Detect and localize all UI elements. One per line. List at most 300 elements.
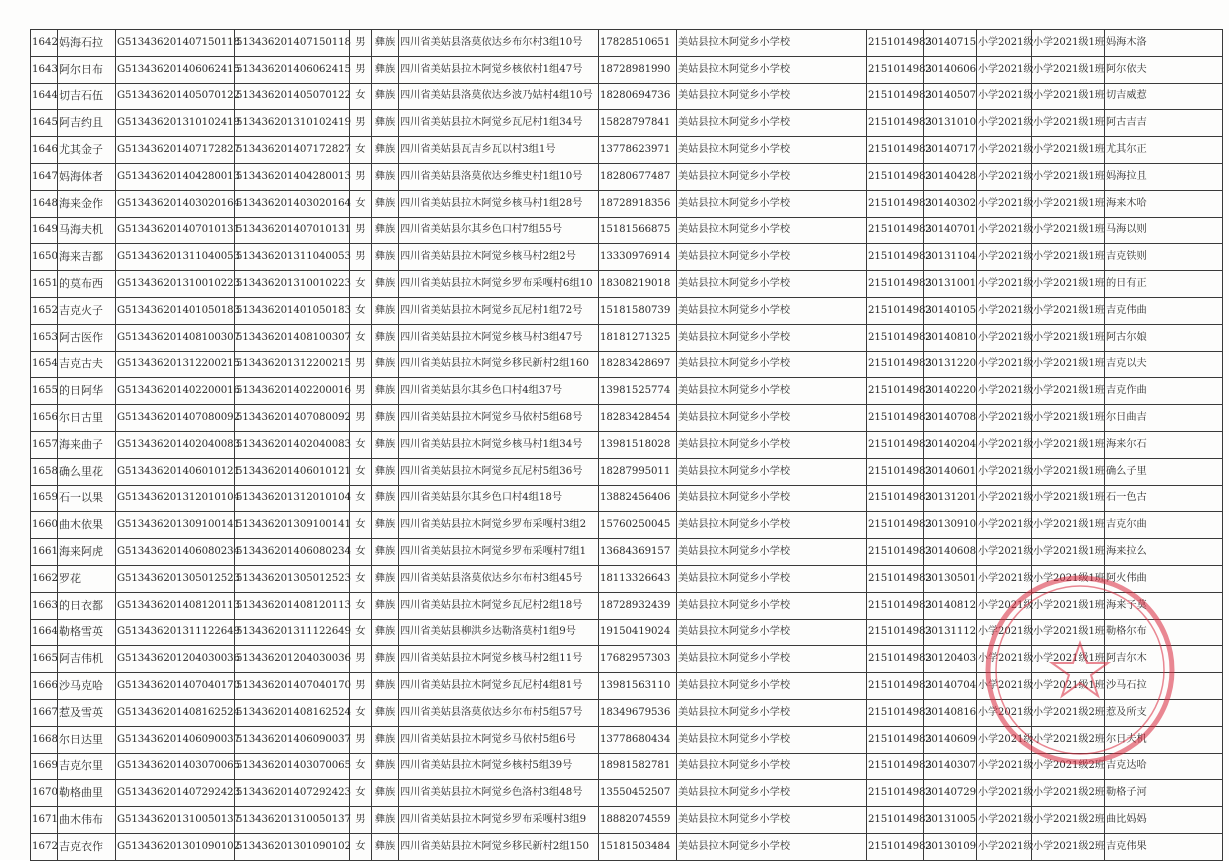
student-ethnicity-cell: 彝族 [372,351,399,378]
home-address-cell: 四川省美姑县拉木阿觉乡瓦尼村1组34号 [399,110,599,137]
student-name-cell: 尤其金子 [58,137,116,164]
table-row [31,163,1223,190]
class-name-cell: 小学2021级2班 [1032,753,1105,780]
student-sex-cell: 女 [350,699,372,726]
birth-date-cell: 20140810 [924,324,977,351]
row-number-cell: 1672 [31,833,58,860]
student-id-number-cell: 513436201403070065 [235,753,350,780]
birth-date-cell: 20140105 [924,297,977,324]
student-name-cell: 吉克尔里 [58,753,116,780]
school-code-cell: 2151014983 [867,726,924,753]
class-name-cell: 小学2021级1班 [1032,56,1105,83]
student-name-cell: 勒格曲里 [58,780,116,807]
row-number-cell: 1670 [31,780,58,807]
student-id-number-cell: 513436201403020164 [235,190,350,217]
guardian-name-cell: 勒格尔布 [1105,619,1223,646]
home-address-cell: 四川省美姑县洛莫依达乡尔布村5组57号 [399,699,599,726]
birth-date-cell: 20140204 [924,431,977,458]
student-registry-id-cell: G513436201402200016 [116,378,235,405]
table-row [31,699,1223,726]
table-row [31,539,1223,566]
home-address-cell: 四川省美姑县洛莫依达乡布尔村3组10号 [399,30,599,57]
guardian-name-cell: 海来拉么 [1105,539,1223,566]
school-name-cell: 美姑县拉木阿觉乡小学校 [677,137,867,164]
grade-level-cell: 小学2021级 [977,297,1032,324]
class-name-cell: 小学2021级2班 [1032,699,1105,726]
grade-level-cell: 小学2021级 [977,619,1032,646]
table-row [31,753,1223,780]
student-name-cell: 阿古医作 [58,324,116,351]
student-sex-cell: 女 [350,297,372,324]
student-sex-cell: 女 [350,137,372,164]
student-ethnicity-cell: 彝族 [372,565,399,592]
student-name-cell: 妈海体者 [58,163,116,190]
guardian-name-cell: 吉克达哈 [1105,753,1223,780]
student-registry-id-cell: G513436201407292423 [116,780,235,807]
student-name-cell: 海来曲子 [58,431,116,458]
student-registry-id-cell: G513436201311040053 [116,244,235,271]
row-number-cell: 1648 [31,190,58,217]
school-name-cell: 美姑县拉木阿觉乡小学校 [677,83,867,110]
birth-date-cell: 20140715 [924,30,977,57]
phone-number-cell: 19150419024 [599,619,677,646]
student-registry-id-cell: G513436201406080234 [116,539,235,566]
class-name-cell: 小学2021级1班 [1032,271,1105,298]
home-address-cell: 四川省美姑县洛莫依达乡维史村1组10号 [399,163,599,190]
row-number-cell: 1659 [31,485,58,512]
table-row [31,217,1223,244]
student-id-number-cell: 513436201407040170 [235,673,350,700]
home-address-cell: 四川省美姑县拉木阿觉乡移民新村2组160 [399,351,599,378]
school-name-cell: 美姑县拉木阿觉乡小学校 [677,351,867,378]
home-address-cell: 四川省美姑县拉木阿觉乡马依村5组68号 [399,405,599,432]
guardian-name-cell: 尤其尔正 [1105,137,1223,164]
student-sex-cell: 女 [350,592,372,619]
grade-level-cell: 小学2021级 [977,780,1032,807]
student-id-number-cell: 513436201402040083 [235,431,350,458]
school-code-cell: 2151014983 [867,699,924,726]
student-name-cell: 惹及雪英 [58,699,116,726]
class-name-cell: 小学2021级1班 [1032,405,1105,432]
student-sex-cell: 男 [350,56,372,83]
grade-level-cell: 小学2021级 [977,458,1032,485]
phone-number-cell: 18308219018 [599,271,677,298]
grade-level-cell: 小学2021级 [977,807,1032,834]
birth-date-cell: 20130501 [924,565,977,592]
school-code-cell: 2151014983 [867,217,924,244]
student-id-number-cell: 513436201406080234 [235,539,350,566]
table-row [31,780,1223,807]
student-registry-id-cell: G513436201407172827 [116,137,235,164]
student-name-cell: 的莫布西 [58,271,116,298]
school-code-cell: 2151014983 [867,646,924,673]
student-sex-cell: 男 [350,244,372,271]
student-name-cell: 海来阿虎 [58,539,116,566]
student-id-number-cell: 513436201401050183 [235,297,350,324]
school-name-cell: 美姑县拉木阿觉乡小学校 [677,297,867,324]
student-name-cell: 阿吉伟机 [58,646,116,673]
student-registry-id-cell: G513436201406010121 [116,458,235,485]
birth-date-cell: 20130109 [924,833,977,860]
birth-date-cell: 20131010 [924,110,977,137]
phone-number-cell: 13550452507 [599,780,677,807]
grade-level-cell: 小学2021级 [977,646,1032,673]
birth-date-cell: 20140608 [924,539,977,566]
school-name-cell: 美姑县拉木阿觉乡小学校 [677,565,867,592]
row-number-cell: 1652 [31,297,58,324]
roster-body [31,30,1223,861]
grade-level-cell: 小学2021级 [977,726,1032,753]
school-name-cell: 美姑县拉木阿觉乡小学校 [677,217,867,244]
birth-date-cell: 20140302 [924,190,977,217]
phone-number-cell: 18280694736 [599,83,677,110]
phone-number-cell: 13981563110 [599,673,677,700]
birth-date-cell: 20131005 [924,807,977,834]
row-number-cell: 1664 [31,619,58,646]
school-code-cell: 2151014983 [867,405,924,432]
grade-level-cell: 小学2021级 [977,699,1032,726]
student-name-cell: 阿吉约且 [58,110,116,137]
guardian-name-cell: 吉克伟曲 [1105,297,1223,324]
student-ethnicity-cell: 彝族 [372,539,399,566]
birth-date-cell: 20131112 [924,619,977,646]
table-row [31,458,1223,485]
student-ethnicity-cell: 彝族 [372,807,399,834]
student-sex-cell: 男 [350,110,372,137]
guardian-name-cell: 惹及所支 [1105,699,1223,726]
class-name-cell: 小学2021级1班 [1032,297,1105,324]
school-name-cell: 美姑县拉木阿觉乡小学校 [677,244,867,271]
student-registry-id-cell: G513436201402040083 [116,431,235,458]
student-registry-id-cell: G513436201406062415 [116,56,235,83]
school-name-cell: 美姑县拉木阿觉乡小学校 [677,592,867,619]
student-ethnicity-cell: 彝族 [372,673,399,700]
student-id-number-cell: 513436201406010121 [235,458,350,485]
row-number-cell: 1655 [31,378,58,405]
grade-level-cell: 小学2021级 [977,244,1032,271]
table-row [31,110,1223,137]
school-code-cell: 2151014983 [867,163,924,190]
student-registry-id-cell: G513436201310050137 [116,807,235,834]
school-name-cell: 美姑县拉木阿觉乡小学校 [677,431,867,458]
row-number-cell: 1642 [31,30,58,57]
student-id-number-cell: 513436201310050137 [235,807,350,834]
school-code-cell: 2151014983 [867,485,924,512]
grade-level-cell: 小学2021级 [977,83,1032,110]
student-sex-cell: 男 [350,726,372,753]
student-registry-id-cell: G513436201309100141 [116,512,235,539]
student-ethnicity-cell: 彝族 [372,271,399,298]
school-code-cell: 2151014983 [867,324,924,351]
school-code-cell: 2151014983 [867,56,924,83]
birth-date-cell: 20140704 [924,673,977,700]
student-ethnicity-cell: 彝族 [372,699,399,726]
guardian-name-cell: 阿尔依夫 [1105,56,1223,83]
school-name-cell: 美姑县拉木阿觉乡小学校 [677,646,867,673]
school-code-cell: 2151014983 [867,378,924,405]
student-name-cell: 阿尔日布 [58,56,116,83]
student-sex-cell: 女 [350,565,372,592]
student-registry-id-cell: G513436201311122649 [116,619,235,646]
student-ethnicity-cell: 彝族 [372,83,399,110]
student-sex-cell: 男 [350,163,372,190]
home-address-cell: 四川省美姑县拉木阿觉乡核马村2组2号 [399,244,599,271]
school-code-cell: 2151014983 [867,673,924,700]
grade-level-cell: 小学2021级 [977,512,1032,539]
table-row [31,807,1223,834]
school-name-cell: 美姑县拉木阿觉乡小学校 [677,699,867,726]
row-number-cell: 1646 [31,137,58,164]
phone-number-cell: 15181580739 [599,297,677,324]
birth-date-cell: 20140816 [924,699,977,726]
student-id-number-cell: 513436201402200016 [235,378,350,405]
student-registry-id-cell: G513436201403070065 [116,753,235,780]
student-ethnicity-cell: 彝族 [372,297,399,324]
school-name-cell: 美姑县拉木阿觉乡小学校 [677,485,867,512]
class-name-cell: 小学2021级1班 [1032,485,1105,512]
home-address-cell: 四川省美姑县瓦吉乡瓦以村3组1号 [399,137,599,164]
student-sex-cell: 女 [350,458,372,485]
grade-level-cell: 小学2021级 [977,753,1032,780]
student-ethnicity-cell: 彝族 [372,137,399,164]
guardian-name-cell: 海来尔石 [1105,431,1223,458]
home-address-cell: 四川省美姑县拉木阿觉乡罗布采嘎村3组2 [399,512,599,539]
row-number-cell: 1645 [31,110,58,137]
guardian-name-cell: 勒格子河 [1105,780,1223,807]
student-registry-id-cell: G513436201404280013 [116,163,235,190]
home-address-cell: 四川省美姑县拉木阿觉乡罗布采嘎村3组9 [399,807,599,834]
guardian-name-cell: 马海以则 [1105,217,1223,244]
phone-number-cell: 18728981990 [599,56,677,83]
school-name-cell: 美姑县拉木阿觉乡小学校 [677,458,867,485]
phone-number-cell: 13981518028 [599,431,677,458]
school-name-cell: 美姑县拉木阿觉乡小学校 [677,833,867,860]
student-name-cell: 曲木伟布 [58,807,116,834]
student-name-cell: 罗花 [58,565,116,592]
row-number-cell: 1650 [31,244,58,271]
student-sex-cell: 男 [350,807,372,834]
phone-number-cell: 17828510651 [599,30,677,57]
student-registry-id-cell: G513436201407040170 [116,673,235,700]
class-name-cell: 小学2021级1班 [1032,673,1105,700]
class-name-cell: 小学2021级1班 [1032,565,1105,592]
home-address-cell: 四川省美姑县拉木阿觉乡核马村1组34号 [399,431,599,458]
birth-date-cell: 20131220 [924,351,977,378]
guardian-name-cell: 切吉威惹 [1105,83,1223,110]
grade-level-cell: 小学2021级 [977,56,1032,83]
school-name-cell: 美姑县拉木阿觉乡小学校 [677,110,867,137]
student-id-number-cell: 513436201407150118 [235,30,350,57]
home-address-cell: 四川省美姑县拉木阿觉乡罗布采嘎村7组1 [399,539,599,566]
student-sex-cell: 女 [350,190,372,217]
class-name-cell: 小学2021级1班 [1032,619,1105,646]
student-sex-cell: 女 [350,539,372,566]
guardian-name-cell: 的日有正 [1105,271,1223,298]
grade-level-cell: 小学2021级 [977,271,1032,298]
student-registry-id-cell: G513436201407010131 [116,217,235,244]
table-row [31,673,1223,700]
home-address-cell: 四川省美姑县尔其乡色口村4组18号 [399,485,599,512]
school-name-cell: 美姑县拉木阿觉乡小学校 [677,405,867,432]
student-registry-id-cell: G513436201407150118 [116,30,235,57]
home-address-cell: 四川省美姑县拉木阿觉乡瓦尼村4组81号 [399,673,599,700]
guardian-name-cell: 阿古尔娘 [1105,324,1223,351]
student-sex-cell: 女 [350,833,372,860]
school-code-cell: 2151014983 [867,83,924,110]
home-address-cell: 四川省美姑县拉木阿觉乡罗布采嘎村6组10 [399,271,599,298]
student-sex-cell: 女 [350,512,372,539]
class-name-cell: 小学2021级1班 [1032,217,1105,244]
school-code-cell: 2151014983 [867,592,924,619]
student-ethnicity-cell: 彝族 [372,56,399,83]
phone-number-cell: 15828797841 [599,110,677,137]
class-name-cell: 小学2021级2班 [1032,780,1105,807]
home-address-cell: 四川省美姑县拉木阿觉乡核村5组39号 [399,753,599,780]
guardian-name-cell: 尔日曲吉 [1105,405,1223,432]
guardian-name-cell: 海来子莫 [1105,592,1223,619]
home-address-cell: 四川省美姑县洛莫依达乡尔布村3组45号 [399,565,599,592]
grade-level-cell: 小学2021级 [977,351,1032,378]
student-id-number-cell: 513436201204030036 [235,646,350,673]
birth-date-cell: 20140708 [924,405,977,432]
grade-level-cell: 小学2021级 [977,592,1032,619]
student-sex-cell: 女 [350,83,372,110]
school-code-cell: 2151014983 [867,619,924,646]
student-roster-table [30,29,1223,861]
school-code-cell: 2151014983 [867,512,924,539]
student-registry-id-cell: G513436201204030036 [116,646,235,673]
class-name-cell: 小学2021级1班 [1032,458,1105,485]
class-name-cell: 小学2021级2班 [1032,807,1105,834]
birth-date-cell: 20131201 [924,485,977,512]
student-ethnicity-cell: 彝族 [372,753,399,780]
student-name-cell: 的日衣都 [58,592,116,619]
student-sex-cell: 女 [350,753,372,780]
student-registry-id-cell: G513436201405070122 [116,83,235,110]
table-row [31,83,1223,110]
school-code-cell: 2151014983 [867,833,924,860]
phone-number-cell: 13882456406 [599,485,677,512]
phone-number-cell: 18283428697 [599,351,677,378]
school-name-cell: 美姑县拉木阿觉乡小学校 [677,673,867,700]
phone-number-cell: 13330976914 [599,244,677,271]
class-name-cell: 小学2021级1班 [1032,324,1105,351]
birth-date-cell: 20120403 [924,646,977,673]
student-id-number-cell: 513436201311040053 [235,244,350,271]
student-id-number-cell: 513436201405070122 [235,83,350,110]
student-registry-id-cell: G513436201408120113 [116,592,235,619]
home-address-cell: 四川省美姑县尔其乡色口村7组55号 [399,217,599,244]
grade-level-cell: 小学2021级 [977,378,1032,405]
row-number-cell: 1666 [31,673,58,700]
row-number-cell: 1649 [31,217,58,244]
school-name-cell: 美姑县拉木阿觉乡小学校 [677,378,867,405]
grade-level-cell: 小学2021级 [977,485,1032,512]
student-name-cell: 吉克古夫 [58,351,116,378]
student-registry-id-cell: G513436201310010223 [116,271,235,298]
student-ethnicity-cell: 彝族 [372,646,399,673]
student-id-number-cell: 513436201408120113 [235,592,350,619]
row-number-cell: 1665 [31,646,58,673]
school-name-cell: 美姑县拉木阿觉乡小学校 [677,56,867,83]
school-name-cell: 美姑县拉木阿觉乡小学校 [677,753,867,780]
student-id-number-cell: 513436201312010104 [235,485,350,512]
student-registry-id-cell: G513436201401050183 [116,297,235,324]
student-name-cell: 确么里花 [58,458,116,485]
class-name-cell: 小学2021级1班 [1032,351,1105,378]
class-name-cell: 小学2021级1班 [1032,83,1105,110]
home-address-cell: 四川省美姑县拉木阿觉乡瓦尼村2组18号 [399,592,599,619]
birth-date-cell: 20140812 [924,592,977,619]
phone-number-cell: 18283428454 [599,405,677,432]
row-number-cell: 1668 [31,726,58,753]
student-ethnicity-cell: 彝族 [372,163,399,190]
home-address-cell: 四川省美姑县尔其乡色口村4组37号 [399,378,599,405]
row-number-cell: 1651 [31,271,58,298]
student-registry-id-cell: G513436201408162524 [116,699,235,726]
grade-level-cell: 小学2021级 [977,30,1032,57]
student-name-cell: 曲木依果 [58,512,116,539]
student-id-number-cell: 513436201305012523 [235,565,350,592]
class-name-cell: 小学2021级1班 [1032,244,1105,271]
birth-date-cell: 20130910 [924,512,977,539]
class-name-cell: 小学2021级1班 [1032,110,1105,137]
student-ethnicity-cell: 彝族 [372,780,399,807]
guardian-name-cell: 石一色古 [1105,485,1223,512]
student-registry-id-cell: G513436201310102419 [116,110,235,137]
student-name-cell: 尔日古里 [58,405,116,432]
student-ethnicity-cell: 彝族 [372,833,399,860]
school-code-cell: 2151014983 [867,539,924,566]
student-sex-cell: 女 [350,271,372,298]
student-registry-id-cell: G513436201408100307 [116,324,235,351]
school-code-cell: 2151014983 [867,137,924,164]
birth-date-cell: 20140729 [924,780,977,807]
school-name-cell: 美姑县拉木阿觉乡小学校 [677,512,867,539]
student-name-cell: 勒格雪英 [58,619,116,646]
row-number-cell: 1644 [31,83,58,110]
phone-number-cell: 18287995011 [599,458,677,485]
student-ethnicity-cell: 彝族 [372,619,399,646]
student-registry-id-cell: G513436201305012523 [116,565,235,592]
guardian-name-cell: 尔日夫机 [1105,726,1223,753]
school-code-cell: 2151014983 [867,271,924,298]
student-sex-cell: 女 [350,431,372,458]
student-registry-id-cell: G513436201407080092 [116,405,235,432]
row-number-cell: 1662 [31,565,58,592]
student-sex-cell: 男 [350,405,372,432]
table-row [31,565,1223,592]
student-name-cell: 尔日达里 [58,726,116,753]
home-address-cell: 四川省美姑县拉木阿觉乡瓦尼村1组72号 [399,297,599,324]
student-sex-cell: 男 [350,217,372,244]
grade-level-cell: 小学2021级 [977,324,1032,351]
phone-number-cell: 18181271325 [599,324,677,351]
home-address-cell: 四川省美姑县拉木阿觉乡马依村5组6号 [399,726,599,753]
class-name-cell: 小学2021级1班 [1032,378,1105,405]
phone-number-cell: 15760250045 [599,512,677,539]
student-name-cell: 吉克火子 [58,297,116,324]
student-sex-cell: 男 [350,673,372,700]
class-name-cell: 小学2021级1班 [1032,646,1105,673]
student-sex-cell: 男 [350,30,372,57]
student-ethnicity-cell: 彝族 [372,30,399,57]
student-ethnicity-cell: 彝族 [372,485,399,512]
home-address-cell: 四川省美姑县拉木阿觉乡核马村1组28号 [399,190,599,217]
row-number-cell: 1663 [31,592,58,619]
phone-number-cell: 18280677487 [599,163,677,190]
student-name-cell: 的日阿华 [58,378,116,405]
